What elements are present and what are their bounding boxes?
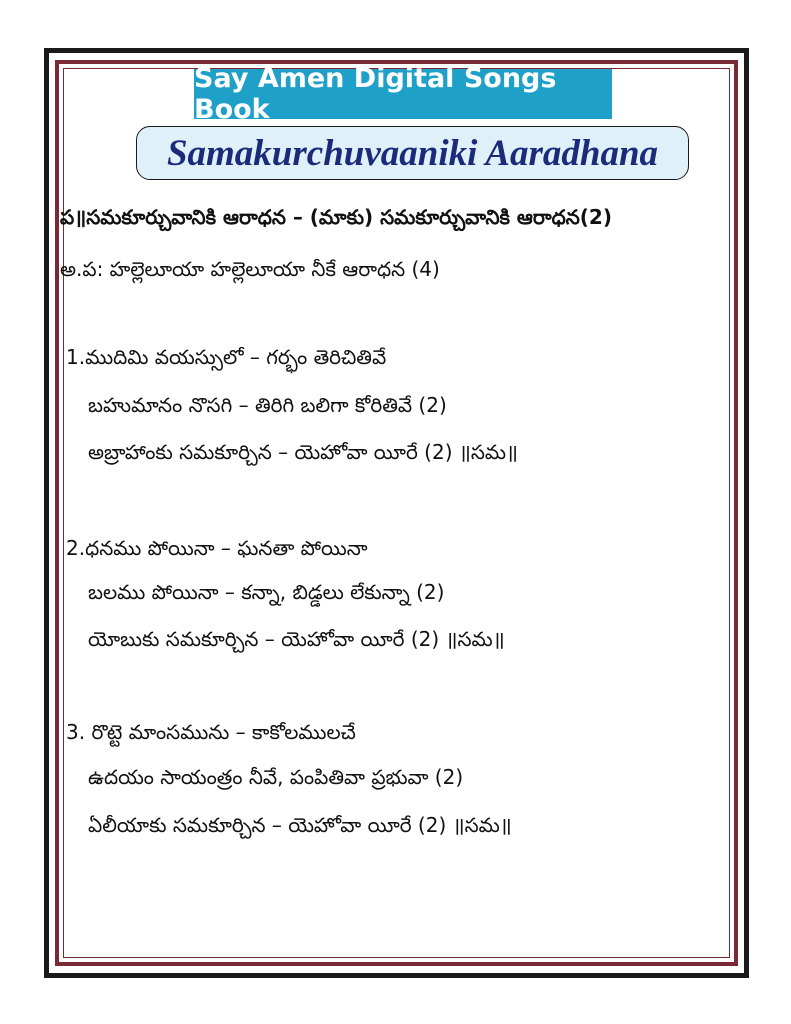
verse2-line3: యోబుకు సమకూర్చిన – యెహోవా యీరే (2) ॥సమ॥ (88, 627, 505, 651)
verse2-line1: 2.ధనము పోయినా – ఘనతా పోయినా (66, 536, 368, 560)
verse1-line3: అబ్రాహాంకు సమకూర్చిన – యెహోవా యీరే (2) ॥సమ॥ (88, 440, 519, 464)
verse1-line2: బహుమానం నొసగి – తిరిగి బలిగా కోరితివే (2) (88, 393, 447, 417)
pallavi-line: ప॥సమకూర్చువానికి ఆరాధన – (మాకు) సమకూర్చువానికి ఆరాధన(2) (60, 205, 612, 229)
book-banner: Say Amen Digital Songs Book (194, 69, 612, 119)
song-title-box (136, 126, 689, 180)
verse3-line1: 3. రొట్టె మాంసమును – కాకోలములచే (66, 720, 356, 744)
verse2-line2: బలము పోయినా – కన్నా, బిడ్డలు లేకున్నా (2) (88, 580, 445, 604)
verse1-line1: 1.ముదిమి వయస్సులో – గర్భం తెరిచితివే (66, 345, 387, 369)
song-title: Samakurchuvaaniki Aaradhana (166, 132, 659, 174)
anupallavi-line: అ.ప: హల్లెలూయా హల్లెలూయా నీకే ఆరాధన (4) (60, 257, 440, 281)
verse3-line3: ఏలీయాకు సమకూర్చిన – యెహోవా యీరే (2) ॥సమ॥ (88, 813, 512, 837)
verse3-line2: ఉదయం సాయంత్రం నీవే, పంపితివా ప్రభువా (2) (88, 765, 464, 789)
